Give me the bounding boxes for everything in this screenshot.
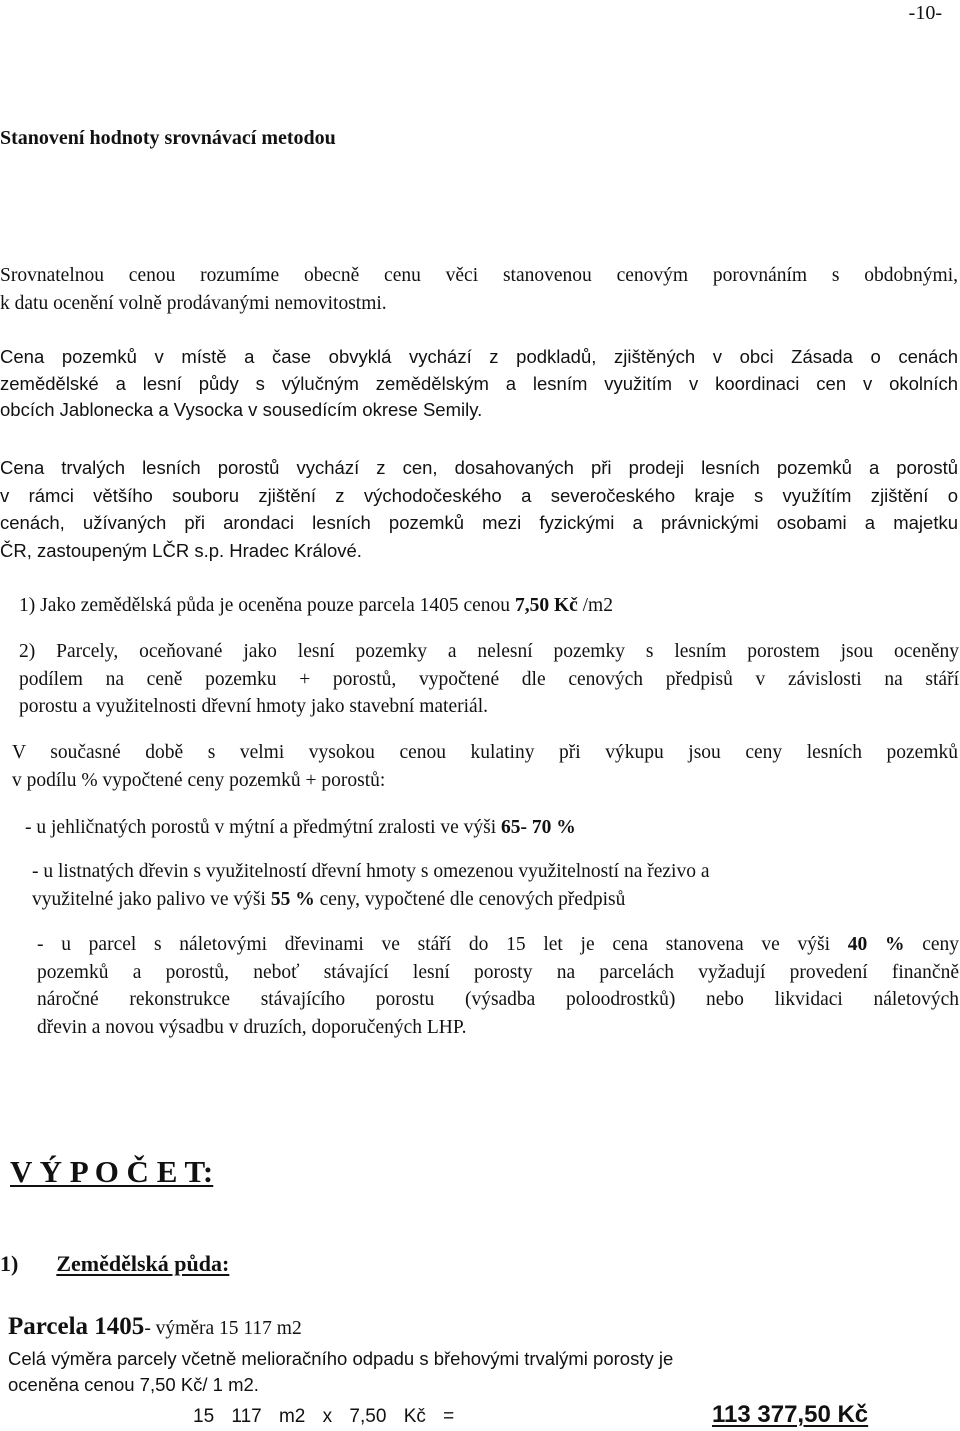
calculation-heading: V Ý P O Č E T:: [10, 1154, 214, 1189]
item-unit: /m2: [577, 595, 613, 616]
item-price: 7,50 Kč: [514, 595, 578, 616]
item-line: 2) Parcely, oceňované jako lesní pozemky a nelesní pozemky s lesním porostem jsou oceněny: [19, 641, 959, 662]
item-forest-parcels: [19, 638, 959, 721]
description-line: Celá výměra parcely včetně melioračního odpadu s břehovými trvalými porosty je: [8, 1348, 674, 1369]
description-line: oceněna cenou 7,50 Kč/ 1 m2.: [8, 1374, 259, 1395]
parcel-result: 113 377,50 Kč: [712, 1401, 869, 1428]
bullet-deciduous: [32, 858, 952, 913]
bullet-line: dřevin a novou výsadbu v druzích, doporučených LHP.: [37, 1016, 467, 1038]
note-line: v podílu % vypočtené ceny pozemků + porostů:: [12, 769, 386, 791]
bullet-line: - u parcel s náletovými dřevinami ve stáří do 15 let je cena stanovena ve výši 40 % ceny: [37, 934, 960, 955]
item-line: podílem na ceně pozemku + porostů, vypočtené dle cenových předpisů v závislosti na stáří: [19, 668, 959, 690]
paragraph-forest-price: [0, 454, 958, 564]
bullet-line: náročné rekonstrukce stávajícího porostu (výsadba poloodrostků) nebo likvidaci náletových: [37, 989, 959, 1010]
parcel-area: - výměra 15 117 m2: [144, 1318, 302, 1339]
paragraph-comparative-price: [0, 262, 958, 317]
subsection-agricultural-land: [0, 1249, 229, 1279]
item-agricultural-land: [19, 592, 949, 620]
bullet-line: využitelné jako palivo ve výši 55 % ceny, vypočtené dle cenových předpisů: [32, 888, 626, 910]
paragraph-line: ČR, zastoupeným LČR s.p. Hradec Králové.: [0, 539, 362, 561]
paragraph-line: obcích Jablonecka a Vysocka v sousedícím okrese Semily.: [0, 399, 483, 420]
note-line: V současné době s velmi vysokou cenou kulatiny při výkupu jsou ceny lesních pozemků: [12, 742, 958, 763]
page-number: -10-: [908, 2, 942, 24]
parcel-calculation: 15 117 m2 x 7,50 Kč =: [193, 1406, 455, 1427]
bullet-text: - u jehličnatých porostů v mýtní a předmýtní zralosti ve výši: [25, 817, 502, 838]
parcel-name: Parcela 1405: [8, 1313, 145, 1340]
paragraph-line: zemědělské a lesní půdy s výlučným zemědělským a lesním využitím v koordinaci cen v okolních: [0, 372, 958, 394]
parcel-title: [8, 1311, 302, 1345]
parcel-description: [8, 1346, 908, 1398]
paragraph-line: Cena trvalých lesních porostů vychází z cen, dosahovaných při prodeji lesních pozemků a porostů: [0, 457, 958, 478]
paragraph-line: v rámci většího souboru zjištění z východočeského a severočeského kraje s využítím zjištění o: [0, 484, 958, 506]
item-line: porostu a využitelnosti dřevní hmoty jako stavební materiál.: [19, 696, 488, 717]
section-heading: Stanovení hodnoty srovnávací metodou: [0, 127, 336, 149]
paragraph-line: Srovnatelnou cenou rozumíme obecně cenu věci stanovenou cenovým porovnáním s obdobnými,: [0, 265, 958, 286]
note-current-prices: [12, 739, 958, 794]
subsection-number: 1): [0, 1251, 19, 1276]
bullet-line: pozemků a porostů, neboť stávající lesní porosty na parcelách vyžadují provedení finančně: [37, 961, 959, 983]
bullet-value: 65- 70 %: [501, 817, 576, 838]
item-text: 1) Jako zemědělská půda je oceněna pouze parcela 1405 cenou: [19, 595, 515, 616]
bullet-coniferous: [25, 814, 945, 842]
bullet-line: - u listnatých dřevin s využitelností dřevní hmoty s omezenou využitelností na řezivo a: [32, 861, 710, 882]
bullet-self-seeded: [37, 931, 959, 1041]
bullet-value: 55 %: [270, 888, 315, 910]
paragraph-line: Cena pozemků v místě a čase obvyklá vychází z podkladů, zjištěných v obci Zásada o cenách: [0, 346, 958, 367]
bullet-value: 40 %: [847, 934, 905, 955]
paragraph-land-price: [0, 344, 958, 424]
subsection-title: Zemědělská půda:: [56, 1251, 230, 1276]
paragraph-line: k datu ocenění volně prodávanými nemovitostmi.: [0, 292, 387, 314]
paragraph-line: cenách, užívaných při arondaci lesních pozemků mezi fyzickými a právnickými osobami a majetku: [0, 512, 958, 533]
